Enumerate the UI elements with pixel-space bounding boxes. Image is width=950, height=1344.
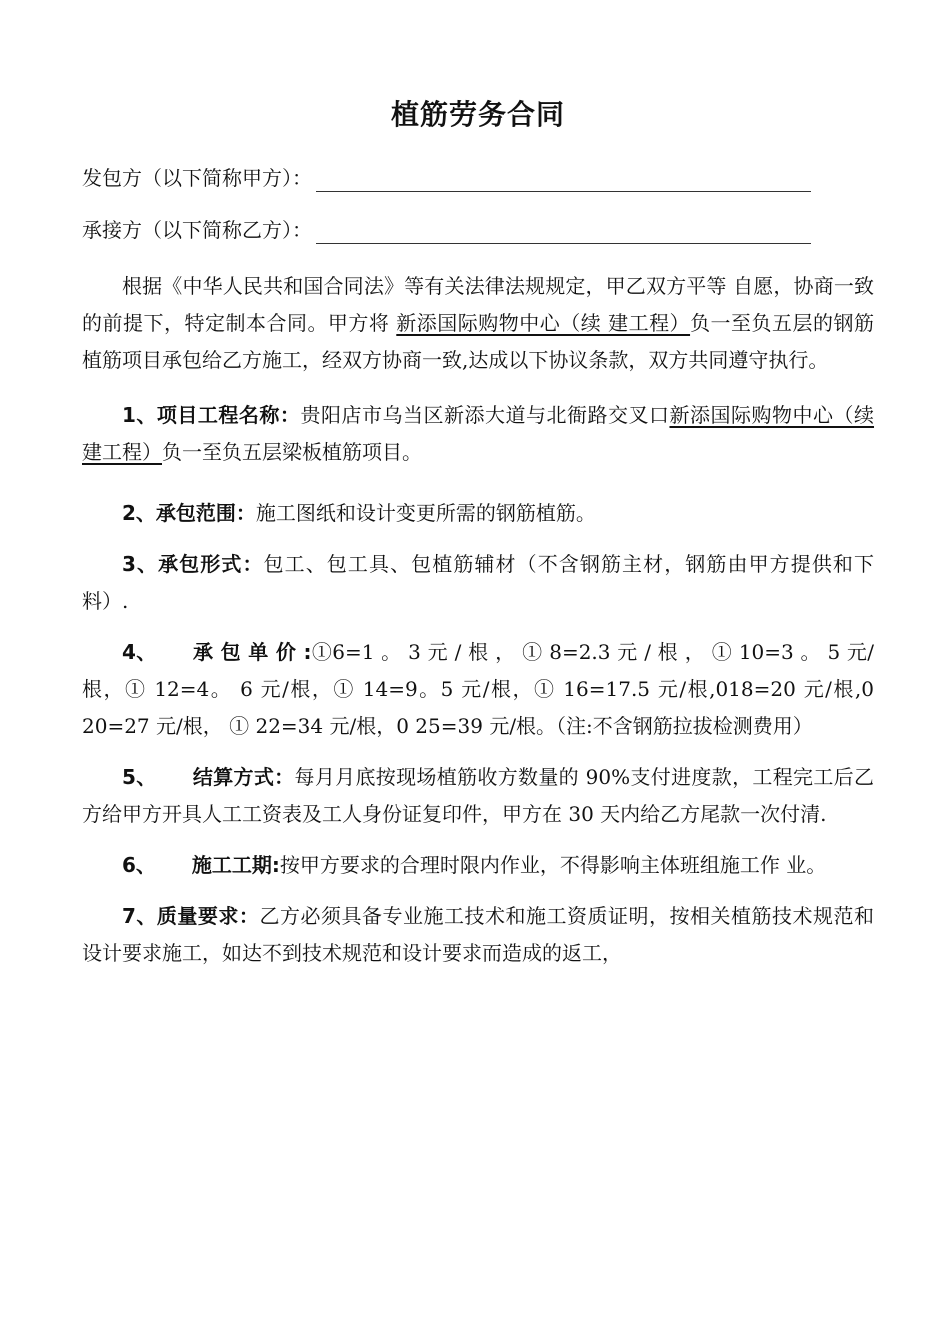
clause-4-label: 承 包 单 价 :	[192, 640, 312, 664]
party-b-label: 承接方（以下简称乙方）：	[82, 218, 312, 242]
intro-text-2: 负一至负五层的钢筋植筋项目承包给乙方施工，经双方协商一致,达成以下协议条款，双方共同遵守执行。	[82, 311, 875, 372]
clause-7	[82, 898, 874, 972]
clause-1-label: 项目工程名称：	[156, 403, 301, 427]
clause-5	[82, 759, 874, 833]
party-a-line	[82, 164, 874, 192]
clause-6-label: 施工工期:	[191, 853, 280, 877]
clause-1-project-name: 新添国际购物中心（续建工程）	[82, 403, 875, 464]
clause-6-text: 按甲方要求的合理时限内作业，不得影响主体班组施工作 业。	[279, 853, 827, 877]
clause-3	[82, 546, 874, 620]
clause-4-number: 4、	[122, 640, 157, 664]
clause-7-text: 乙方必须具备专业施工技术和施工资质证明，按相关植筋技术规范和设计要求施工，如达不到技术规范和设计要求而造成的返工，	[82, 904, 874, 965]
clause-1-text-1: 贵阳店市乌当区新添大道与北衙路交叉口	[300, 403, 670, 427]
clause-7-number: 7、	[122, 904, 157, 928]
document-title: 植筋劳务合同	[390, 98, 565, 131]
clause-5-text: 每月月底按现场植筋收方数量的 90%支付进度款，工程完工后乙方给甲方开具人工工资表及工人身份证复印件，甲方在 30 天内给乙方尾款一次付清.	[82, 765, 875, 826]
clause-1-number: 1、	[122, 403, 157, 427]
party-b-line	[82, 216, 874, 244]
clause-6	[82, 847, 874, 884]
party-b-blank	[316, 223, 811, 244]
intro-paragraph	[82, 268, 874, 379]
clause-2-label: 承包范围：	[155, 501, 256, 525]
clause-6-number: 6、	[122, 853, 156, 877]
intro-project-name: 新添国际购物中心（续 建工程）	[396, 311, 691, 335]
clause-5-label: 结算方式：	[192, 765, 295, 789]
clause-1	[82, 397, 874, 471]
clause-7-label: 质量要求：	[156, 904, 260, 928]
intro-text-1: 根据《中华人民共和国合同法》等有关法律法规规定，甲乙双方平等 自愿，协商一致的前提下，特定制本合同。甲方将	[82, 274, 874, 335]
clause-5-number: 5、	[122, 765, 157, 789]
clause-1-text-2: 负一至负五层梁板植筋项目。	[162, 440, 422, 464]
clause-3-label: 承包形式：	[158, 552, 264, 576]
clause-4-text: ①6=1 。 3 元 / 根 ， ① 8=2.3 元 / 根 ， ① 10=3 。 5 元/根，① 12=4。 6 元/根，① 14=9。5 元/根，① 16=17.5 元/根,018=20 元/根,0 20=27 元/根， ① 22=34 元/根，0 25=39 元/根。（注:不含钢筋拉拔检测费用）	[82, 640, 874, 738]
clause-3-number: 3、	[122, 552, 159, 576]
clause-2-number: 2、	[122, 501, 156, 525]
clause-2-text: 施工图纸和设计变更所需的钢筋植筋。	[255, 501, 596, 525]
clause-3-text: 包工、包工具、包植筋辅材（不含钢筋主材，钢筋由甲方提供和下料）.	[82, 552, 875, 613]
clause-4	[82, 634, 874, 745]
party-a-label: 发包方（以下简称甲方）：	[82, 166, 312, 190]
clause-2	[82, 495, 874, 532]
party-a-blank	[316, 171, 811, 192]
